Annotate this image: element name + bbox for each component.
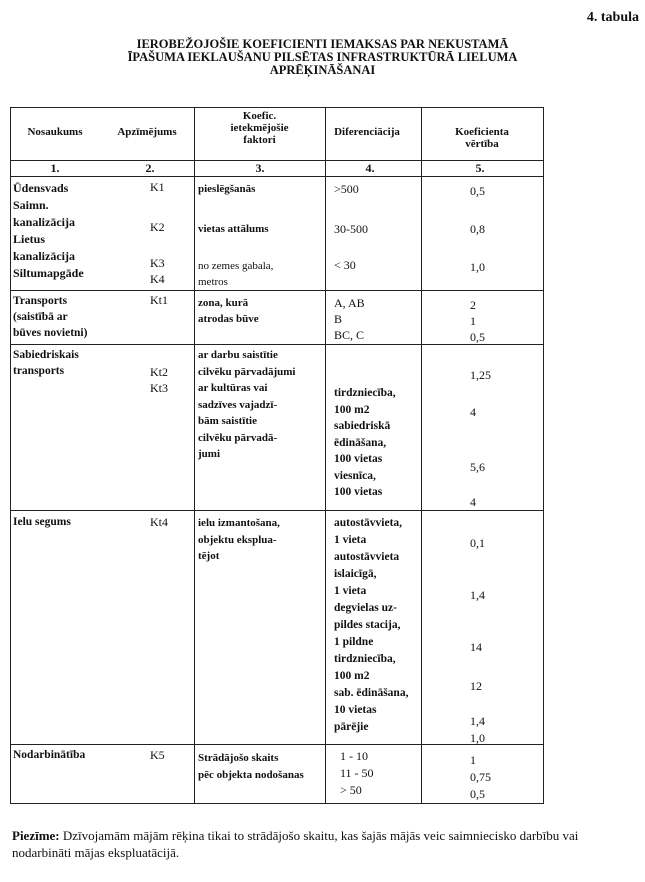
header-name: Nosaukums <box>27 126 83 138</box>
row-factor: pieslēgšanās <box>198 183 256 195</box>
section-separator <box>10 744 544 745</box>
row-value: 0,8 <box>470 222 485 236</box>
row-name: Transports (saistībā ar būves novietni) <box>13 295 88 339</box>
row-value: 14 <box>470 640 482 654</box>
row-value: 4 <box>470 495 476 509</box>
row-name: Ūdensvads Saimn. kanalizācija Lietus kanalizācija Siltumapgāde <box>13 181 84 280</box>
column-separator <box>325 107 326 804</box>
row-diff: A, AB B BC, C <box>334 296 365 342</box>
title-line: IEROBEŽOJOŠIE KOEFICIENTI IEMAKSAS PAR NEKUSTAMĀ <box>136 37 509 51</box>
header-value: Koeficienta vērtība <box>455 126 509 150</box>
column-separator <box>194 107 195 804</box>
row-name: Ielu segums <box>13 516 71 528</box>
table-border-right <box>543 107 544 804</box>
row-diff: tirdzniecība, 100 m2 sabiedriskā ēdināšana, 100 vietas viesnīca, 100 vietas <box>334 387 396 498</box>
row-code: K4 <box>150 272 165 286</box>
footnote <box>12 827 632 861</box>
row-code: K1 <box>150 180 165 194</box>
row-value: 1,0 <box>470 731 485 745</box>
row-diff: >500 <box>334 182 359 196</box>
title-line: APRĒĶINĀŠANAI <box>269 63 376 77</box>
row-value: 5,6 <box>470 460 485 474</box>
row-diff: 1 - 10 11 - 50 > 50 <box>340 749 374 797</box>
table-border-left <box>10 107 11 804</box>
row-value: 12 <box>470 679 482 693</box>
row-diff: 30-500 <box>334 222 368 236</box>
row-value: 2 1 0,5 <box>470 298 485 344</box>
section-separator <box>10 510 544 511</box>
column-number: 3. <box>255 161 265 175</box>
column-number: 4. <box>365 161 375 175</box>
row-code: Kt2 <box>150 365 168 379</box>
row-code: Kt3 <box>150 381 168 395</box>
row-value: 4 <box>470 405 476 419</box>
row-value: 0,1 <box>470 536 485 550</box>
title-line: ĪPAŠUMA IEKLAUŠANU PILSĒTAS INFRASTRUKTŪRĀ LIELUMA <box>127 50 518 64</box>
row-code: K3 <box>150 256 165 270</box>
row-factor: Strādājošo skaits pēc objekta nodošanas <box>198 752 304 781</box>
row-name: Sabiedriskais transports <box>13 349 79 377</box>
section-separator <box>10 344 544 345</box>
footnote-text: Dzīvojamām mājām rēķina tikai to strādājošo skaitu, kas šajās mājās veic saimniecisko darbību vai nodarbināti mājas ekspluatācijā. <box>12 828 579 860</box>
header-code: Apzīmējums <box>117 126 177 138</box>
section-separator <box>10 290 544 291</box>
row-code: K2 <box>150 220 165 234</box>
row-value: 0,5 <box>470 184 485 198</box>
row-value: 1,0 <box>470 260 485 274</box>
header-factors: Koefic. ietekmējošie faktori <box>230 110 289 146</box>
row-value: 1,4 <box>470 588 485 602</box>
row-factor: ar darbu saistītie cilvēku pārvadājumi ar kultūras vai sadzīves vajadzī- bām saistītie cilvēku pārvadā- jumi <box>198 349 296 460</box>
numbers-separator <box>10 176 544 177</box>
column-number: 2. <box>145 161 155 175</box>
row-value: 1 0,75 0,5 <box>470 753 491 801</box>
row-factor: no zemes gabala, metros <box>198 260 274 288</box>
row-code: Kt1 <box>150 293 168 307</box>
column-number: 5. <box>475 161 485 175</box>
table-label: 4. tabula <box>586 10 639 25</box>
row-code: Kt4 <box>150 515 168 529</box>
row-value: 1,4 <box>470 714 485 728</box>
column-number: 1. <box>50 161 60 175</box>
document-title <box>0 38 645 77</box>
footnote-label: Piezīme: <box>12 828 60 843</box>
row-code: K5 <box>150 748 165 762</box>
table-border-top <box>10 107 544 108</box>
row-value: 1,25 <box>470 368 491 382</box>
column-separator <box>421 107 422 804</box>
row-diff: < 30 <box>334 258 356 272</box>
row-factor: vietas attālums <box>198 223 269 235</box>
table-border-bottom <box>10 803 544 804</box>
row-factor: zona, kurā atrodas būve <box>198 297 259 325</box>
row-diff: autostāvvieta, 1 vieta autostāvvieta islaicīgā, 1 vieta degvielas uz- pildes stacija, 1 pildne tirdzniecība, 100 m2 sab. ēdināšana, 10 vietas pārējie <box>334 517 409 733</box>
header-differentiation: Diferenciācija <box>334 126 400 138</box>
row-name: Nodarbinātība <box>13 749 86 761</box>
row-factor: ielu izmantošana, objektu ekspluа- tējot <box>198 517 280 562</box>
